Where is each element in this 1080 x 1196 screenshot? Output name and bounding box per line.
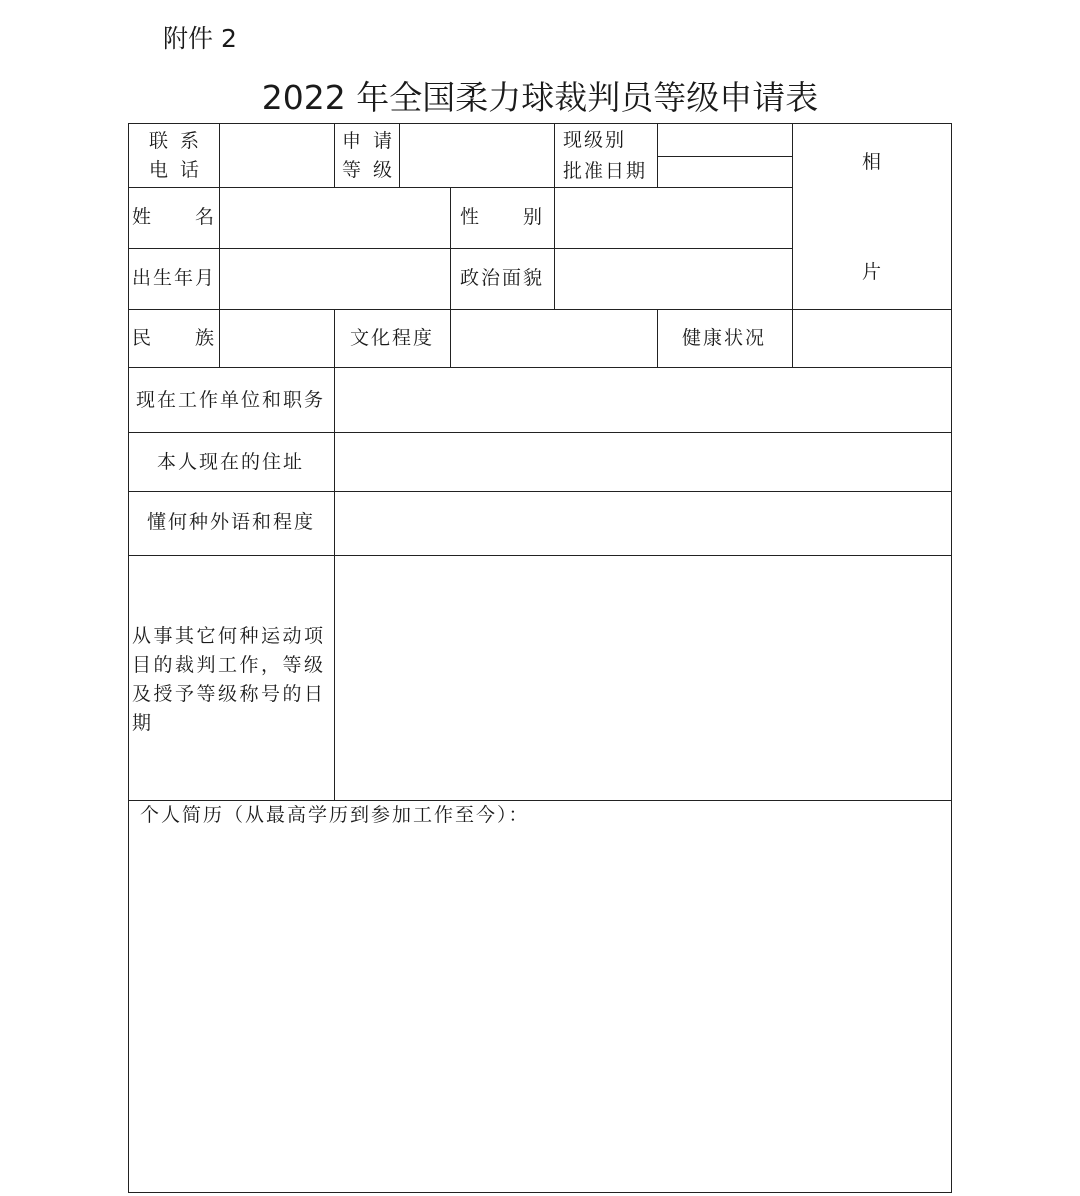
col-line — [554, 124, 555, 187]
row-line — [129, 555, 951, 556]
row-line — [129, 491, 951, 492]
col-line — [792, 309, 793, 367]
birth-label: 出生年月 — [132, 267, 217, 289]
photo-label-bottom: 片 — [862, 261, 884, 283]
address-label: 本人现在的住址 — [157, 451, 305, 473]
row-line — [129, 187, 792, 188]
gender-label: 性 别 — [460, 206, 544, 228]
col-line — [657, 309, 658, 367]
col-line — [334, 309, 335, 367]
col-line — [334, 367, 335, 800]
application-form-table — [128, 123, 952, 1193]
health-label: 健康状况 — [682, 327, 767, 349]
attachment-label: 附件 2 — [163, 24, 237, 53]
col-line — [219, 124, 220, 187]
col-line — [219, 187, 220, 309]
row-line — [657, 156, 792, 157]
col-line — [792, 124, 793, 309]
approve-date-label: 批准日期 — [563, 160, 648, 182]
ethnicity-label: 民 族 — [132, 327, 216, 349]
photo-label-top: 相 — [862, 151, 884, 173]
col-line — [657, 124, 658, 187]
col-line — [450, 309, 451, 367]
work-unit-label: 现在工作单位和职务 — [136, 389, 326, 411]
current-level-label: 现级别 — [563, 129, 627, 151]
col-line — [554, 187, 555, 309]
form-title: 2022 年全国柔力球裁判员等级申请表 — [261, 78, 819, 117]
resume-label: 个人简历（从最高学历到参加工作至今）： — [140, 804, 530, 826]
other-sports-label: 从事其它何种运动项目的裁判工作，等级及授予等级称号的日期 — [132, 625, 326, 734]
col-line — [399, 124, 400, 187]
education-label: 文化程度 — [350, 327, 435, 349]
row-line — [129, 309, 951, 310]
foreign-language-label: 懂何种外语和程度 — [147, 511, 316, 533]
political-label: 政治面貌 — [460, 267, 545, 289]
col-line — [334, 124, 335, 187]
apply-level-label: 申 请 等 级 — [342, 130, 394, 181]
col-line — [219, 309, 220, 367]
col-line — [450, 187, 451, 309]
name-label: 姓 名 — [132, 206, 216, 228]
contact-phone-label: 联 系 电 话 — [149, 130, 201, 181]
row-line — [129, 367, 951, 368]
row-line — [129, 248, 792, 249]
row-line — [129, 432, 951, 433]
